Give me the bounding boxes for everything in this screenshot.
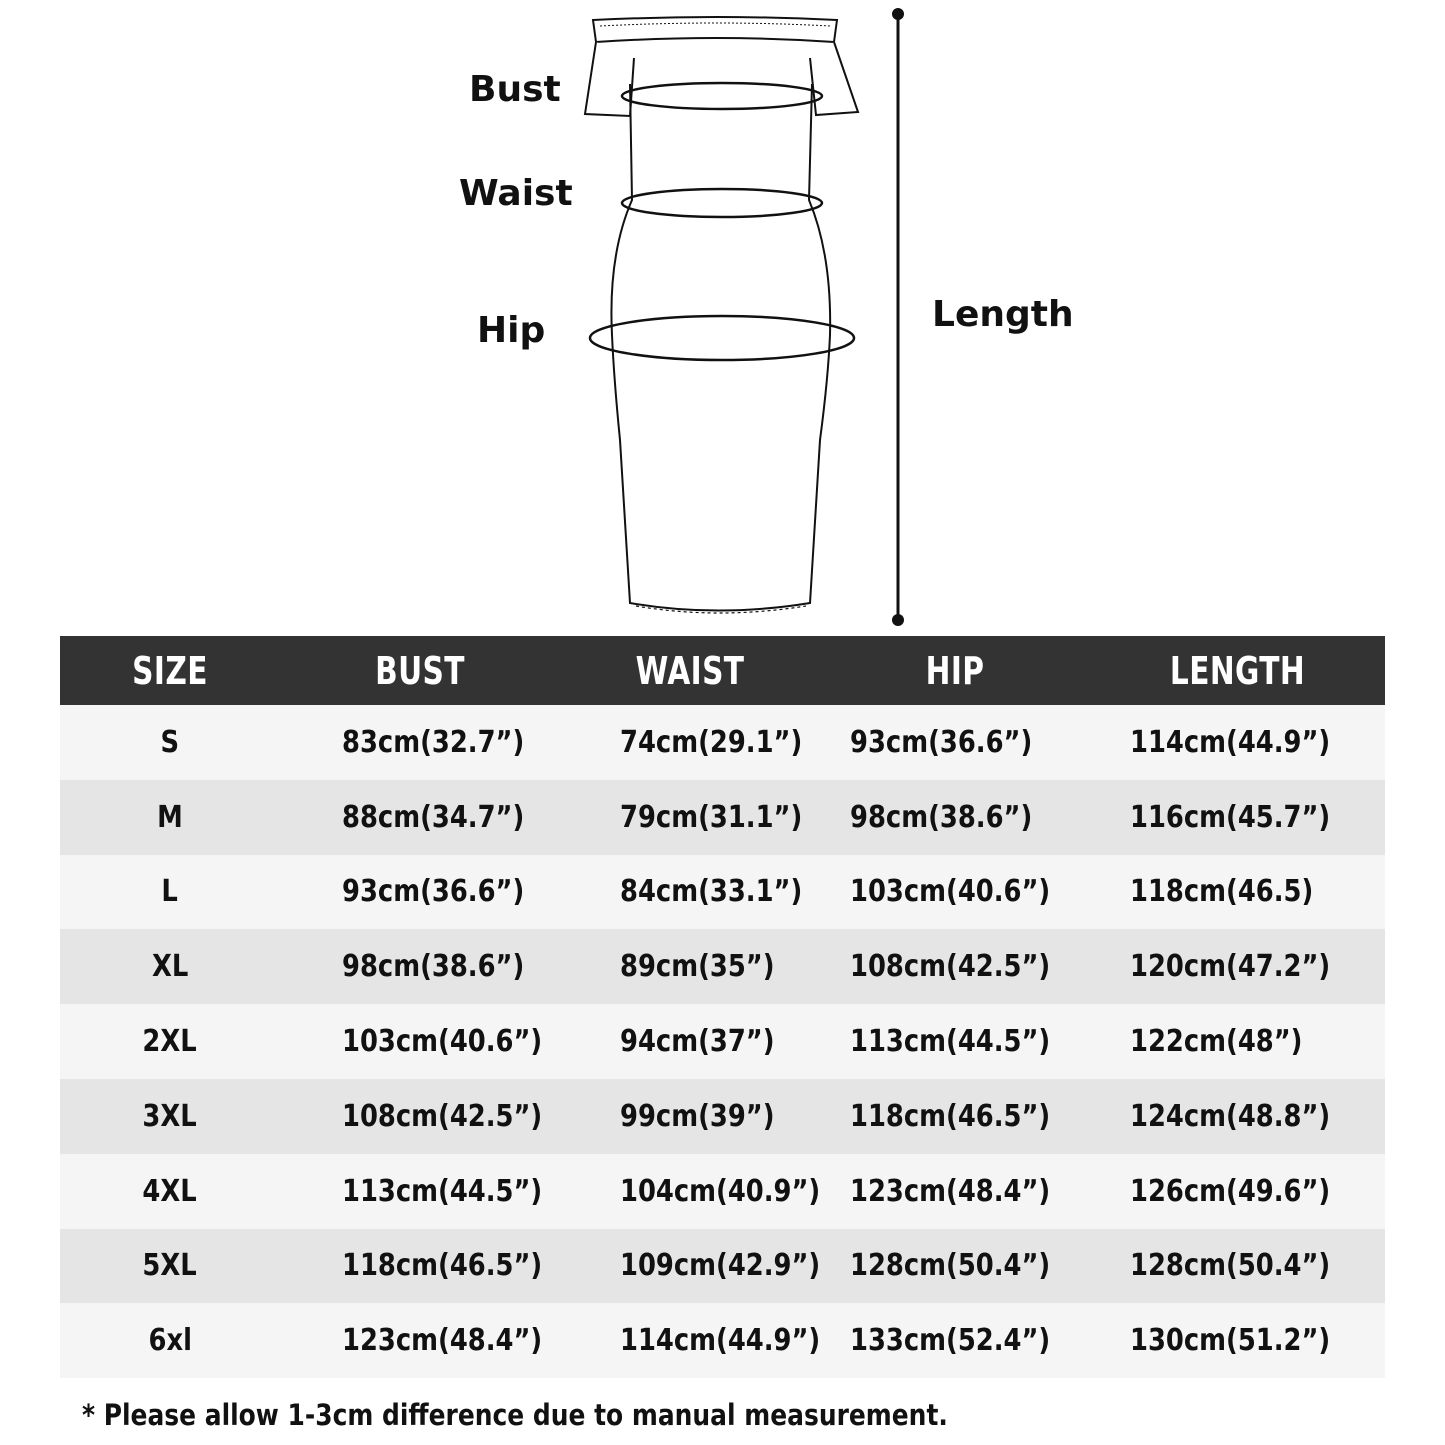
cell-text: 126cm(49.6”) xyxy=(1130,1173,1331,1209)
cell-text: 116cm(45.7”) xyxy=(1130,799,1331,835)
waist-cell xyxy=(560,780,820,855)
cell-text: 84cm(33.1”) xyxy=(620,874,803,910)
table-body xyxy=(60,705,1385,1378)
header-bust: BUST xyxy=(375,648,465,693)
hip-cell xyxy=(820,1229,1090,1304)
footnote: * Please allow 1-3cm difference due to manual measurement. xyxy=(82,1398,948,1432)
table-row xyxy=(60,1154,1385,1229)
table-row xyxy=(60,855,1385,930)
cell-text: M xyxy=(157,799,183,835)
bust-measure-ring xyxy=(622,83,822,109)
dress-left-sleeve xyxy=(585,42,634,116)
cell-text: 109cm(42.9”) xyxy=(620,1248,821,1284)
waist-cell xyxy=(560,855,820,930)
hip-measure-ring xyxy=(590,316,854,360)
hip-cell xyxy=(820,1303,1090,1378)
table-row xyxy=(60,1303,1385,1378)
size-cell xyxy=(60,1303,280,1378)
table-row xyxy=(60,780,1385,855)
waist-cell xyxy=(560,1079,820,1154)
dress-neckline xyxy=(593,17,837,42)
size-cell xyxy=(60,1004,280,1079)
cell-text: 99cm(39”) xyxy=(620,1098,775,1134)
cell-text: 89cm(35”) xyxy=(620,949,775,985)
length-cell xyxy=(1090,705,1385,780)
header-hip: HIP xyxy=(925,648,985,693)
header-length: LENGTH xyxy=(1169,648,1306,693)
cell-text: L xyxy=(161,874,179,910)
cell-text: 93cm(36.6”) xyxy=(342,874,525,910)
bust-cell xyxy=(280,1229,560,1304)
table-row xyxy=(60,1229,1385,1304)
dress-illustration xyxy=(0,0,1445,636)
cell-text: 74cm(29.1”) xyxy=(620,724,803,760)
waist-cell xyxy=(560,929,820,1004)
cell-text: 120cm(47.2”) xyxy=(1130,949,1331,985)
hip-cell xyxy=(820,855,1090,930)
cell-text: 94cm(37”) xyxy=(620,1024,775,1060)
cell-text: 79cm(31.1”) xyxy=(620,799,803,835)
hip-cell xyxy=(820,705,1090,780)
length-cell xyxy=(1090,1154,1385,1229)
cell-text: XL xyxy=(151,949,189,985)
table-row xyxy=(60,1004,1385,1079)
length-top-dot xyxy=(892,8,904,20)
size-chart-table xyxy=(60,636,1385,1378)
length-cell xyxy=(1090,1004,1385,1079)
bust-cell xyxy=(280,1004,560,1079)
length-bottom-dot xyxy=(892,614,904,626)
waist-measure-ring xyxy=(622,189,822,217)
cell-text: 118cm(46.5”) xyxy=(342,1248,543,1284)
cell-text: 113cm(44.5”) xyxy=(342,1173,543,1209)
length-cell xyxy=(1090,929,1385,1004)
hip-cell xyxy=(820,1079,1090,1154)
bust-cell xyxy=(280,1154,560,1229)
length-cell xyxy=(1090,1303,1385,1378)
hip-label: Hip xyxy=(477,310,546,351)
size-cell xyxy=(60,1079,280,1154)
hip-cell xyxy=(820,1154,1090,1229)
dress-body xyxy=(611,84,830,611)
hip-cell xyxy=(820,929,1090,1004)
size-cell xyxy=(60,929,280,1004)
hip-cell xyxy=(820,1004,1090,1079)
cell-text: 128cm(50.4”) xyxy=(850,1248,1051,1284)
cell-text: 104cm(40.9”) xyxy=(620,1173,821,1209)
length-cell xyxy=(1090,780,1385,855)
cell-text: S xyxy=(160,724,180,760)
waist-cell xyxy=(560,1303,820,1378)
cell-text: 123cm(48.4”) xyxy=(850,1173,1051,1209)
cell-text: 103cm(40.6”) xyxy=(342,1024,543,1060)
cell-text: 108cm(42.5”) xyxy=(342,1098,543,1134)
cell-text: 3XL xyxy=(142,1098,198,1134)
cell-text: 88cm(34.7”) xyxy=(342,799,525,835)
cell-text: 122cm(48”) xyxy=(1130,1024,1303,1060)
length-cell xyxy=(1090,855,1385,930)
bust-cell xyxy=(280,780,560,855)
cell-text: 114cm(44.9”) xyxy=(620,1323,821,1359)
cell-text: 5XL xyxy=(142,1248,198,1284)
waist-cell xyxy=(560,1154,820,1229)
cell-text: 124cm(48.8”) xyxy=(1130,1098,1331,1134)
cell-text: 6xl xyxy=(148,1323,192,1359)
length-cell xyxy=(1090,1079,1385,1154)
size-cell xyxy=(60,855,280,930)
cell-text: 4XL xyxy=(142,1173,198,1209)
bust-label: Bust xyxy=(469,69,561,110)
cell-text: 98cm(38.6”) xyxy=(342,949,525,985)
cell-text: 128cm(50.4”) xyxy=(1130,1248,1331,1284)
size-cell xyxy=(60,1154,280,1229)
waist-cell xyxy=(560,1229,820,1304)
bust-cell xyxy=(280,929,560,1004)
cell-text: 93cm(36.6”) xyxy=(850,724,1033,760)
waist-label: Waist xyxy=(459,173,573,214)
header-size: SIZE xyxy=(132,648,208,693)
bust-cell xyxy=(280,1303,560,1378)
waist-cell xyxy=(560,705,820,780)
table-row xyxy=(60,929,1385,1004)
header-waist: WAIST xyxy=(635,648,745,693)
length-label: Length xyxy=(932,294,1074,335)
size-cell xyxy=(60,1229,280,1304)
hip-cell xyxy=(820,780,1090,855)
dress-right-sleeve xyxy=(810,42,858,115)
bust-cell xyxy=(280,855,560,930)
size-cell xyxy=(60,705,280,780)
cell-text: 133cm(52.4”) xyxy=(850,1323,1051,1359)
cell-text: 118cm(46.5) xyxy=(1130,874,1314,910)
cell-text: 118cm(46.5”) xyxy=(850,1098,1051,1134)
cell-text: 123cm(48.4”) xyxy=(342,1323,543,1359)
waist-cell xyxy=(560,1004,820,1079)
table-header-row xyxy=(60,636,1385,705)
bust-cell xyxy=(280,705,560,780)
measurement-diagram xyxy=(0,0,1445,636)
cell-text: 114cm(44.9”) xyxy=(1130,724,1331,760)
table-row xyxy=(60,705,1385,780)
cell-text: 130cm(51.2”) xyxy=(1130,1323,1331,1359)
cell-text: 83cm(32.7”) xyxy=(342,724,525,760)
size-cell xyxy=(60,780,280,855)
cell-text: 98cm(38.6”) xyxy=(850,799,1033,835)
cell-text: 113cm(44.5”) xyxy=(850,1024,1051,1060)
cell-text: 103cm(40.6”) xyxy=(850,874,1051,910)
cell-text: 108cm(42.5”) xyxy=(850,949,1051,985)
length-cell xyxy=(1090,1229,1385,1304)
cell-text: 2XL xyxy=(142,1024,198,1060)
bust-cell xyxy=(280,1079,560,1154)
table-row xyxy=(60,1079,1385,1154)
